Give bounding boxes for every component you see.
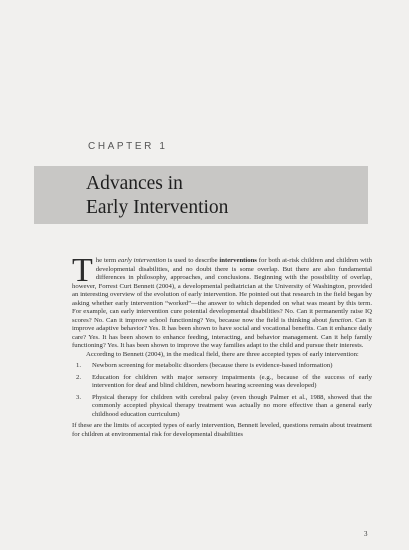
italic-term: early intervention xyxy=(118,257,166,264)
list-text: Education for children with major sensory impairments (e.g., because of the success of early intervention for deaf and blind children, newborn hearing screening was developed) xyxy=(92,373,372,389)
text-run: . Can it improve adaptive behavior? Yes. It has been shown to have social and vocational benefits. Can it enhance daily care? Yes. It has been shown to enhance feeding, interacting, and behavior management. Can it help family functioning? Yes. It has been shown to improve the way families adapt to the child and pursue their interests. xyxy=(72,316,372,349)
list-number: 3. xyxy=(76,393,82,401)
list-item xyxy=(72,394,372,420)
chapter-label: CHAPTER 1 xyxy=(88,141,168,152)
page-number: 3 xyxy=(364,530,368,538)
list-item xyxy=(72,374,372,391)
numbered-list xyxy=(72,362,372,419)
chapter-title-line-2: Early Intervention xyxy=(86,197,229,218)
list-text: Newborn screening for metabolic disorders (because there is evidence-based information) xyxy=(92,362,333,369)
bold-term: interventions xyxy=(219,257,257,264)
list-item xyxy=(72,362,372,371)
chapter-title-line-1: Advances in xyxy=(86,173,183,194)
list-text: Physical therapy for children with cerebral palsy (even though Palmer et al., 1988, showed that the commonly accepted physical therapy treatment was actually no more effective than a general early childhood education curriculum) xyxy=(92,393,372,418)
list-number: 1. xyxy=(76,362,82,369)
text-run: for both at-risk children and children with developmental disabilities, and no doubt there is some overlap. But there are also fundamental differences in philosophy, approaches, and conclusions. Beginning with the possibility of overlap, however, Forrest Curt Bennett (2004), a developmental pediatrician at the University of Washington, provided an interesting overview of the evolution of early intervention. He pointed out that research in the field began by asking whether early intervention “worked”—the answer to which depended on what was meant by this term. For example, can early intervention cure potential developmental disabilities? No. Can it permanently raise IQ scores? No. Can it improve school functioning? Yes, because now the field is thinking about xyxy=(72,257,372,324)
paragraph-2: According to Bennett (2004), in the medical field, there are three accepted types of early intervention: xyxy=(86,350,359,358)
italic-term: function xyxy=(329,316,352,324)
body-text xyxy=(72,252,372,439)
chapter-title xyxy=(86,172,228,220)
drop-cap: T xyxy=(72,252,93,289)
list-number: 2. xyxy=(76,373,82,381)
text-run: he term xyxy=(95,257,119,264)
text-run: is used to describe xyxy=(165,257,220,264)
paragraph-1 xyxy=(72,252,372,351)
paragraph-3: If these are the limits of accepted types of early intervention, Bennett leveled, questions remain about treatment for children at environmental risk for developmental disabilities xyxy=(72,422,372,438)
